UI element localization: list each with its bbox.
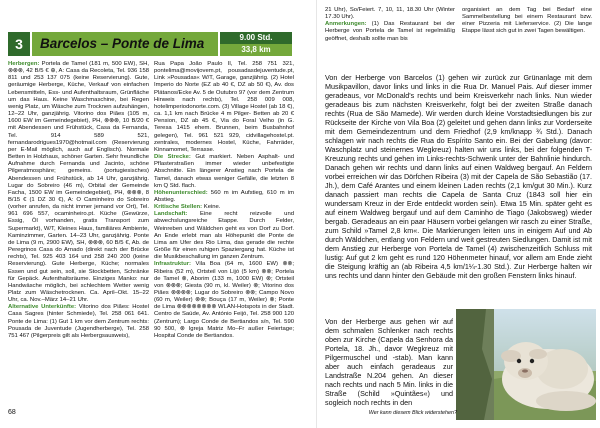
info-label: Anmerkungen: [325, 21, 367, 28]
info-column-right-b [462, 7, 592, 36]
info-label: Infrastruktur: [154, 261, 191, 268]
info-text: Keine. [202, 204, 221, 211]
info-text: Portela de Tamel (181 m, 500 EW), SH, ⊗⊗⊗, 42 B/5 € ⊕, A: Casa da Recoleta, Tel. 936 158 811 und 253 137 075 (keine Reservierung). Gute, geräumige Herberge, Küche, Verkauf von einfachen Lebensmitteln, Ess- und Aufenthaltsraum, Grünfläche um das Haus. Keine Waschmaschine, bei Regen wenig Platz, um Wäsche zum Trocknen aufzuhängen, 12–22 Uhr, ganzjährig. Vitorino dos Piães (105 m, 1600 EW im Gemeindegebiet), PH, ⊗⊗⊗, 10 B/20 € mit Abendessen und Frühstück, Casa da Fernanda, Tel. 914 589 521, fernandarodrigues1970@hotmail.com (Reservierung per E-Mail möglich, auch auf Englisch). Normale Betten in Holzhaus, schöner Garten. Sehr freundliche Aufnahme durch Fernanda und Jacinto, schöne Pilgeratmosphäre; gemeins. (portugiesisches) Abendessen und Frühstück, ab 14 Uhr, ganzjährig. Lugar do Sobreiro (46 m), Orbital der Gemeinde Facha, 1500 EW im Gemeindegebiet), PH, ⊗⊗⊗, 8 B/15 € (1 DZ 30 €), A: O Caminheiro do Sobreiro (vorher anrufen, da nicht immer jemand vor Ort), Tel. 961 696 557, ocaminheiro.pt. Küche (Gewürze, Essig, Öl vorhanden, gratis Transport zum Supermarkt), W/T, Kleines Haus, familiäres Ambiente, Kaminzimmer, Garten. 14–23 Uhr, ganzjährig. Ponte de Lima (9 m, 2900 EW), SH, ⊗⊗⊗, 60 B/5 €, Ab. de Peregrinos Casa do Arnado (direkt nach der Brücke rechts), Tel. 925 403 164 und 258 240 200 (keine Reservierung). Gute Herberge, Küche; normales Essen und gut sein, soll, sie Stockbetten, Schränke für Gepäck. Aufenthaltsräume. Einziges Manko: nur Handwäsche möglich, bei schlechtem Wetter wenig Platz zum Wäschetrocknen. Ca. April–Okt. 15–22 Uhr, ca. Nov.–März 14–21 Uhr. [8, 61, 149, 304]
page-gutter [316, 0, 317, 428]
info-column-middle [154, 61, 294, 340]
info-text: Gut markiert. Neben Asphalt- und Pflasterstraßen immer wieder unbefestigte Abschnitte. Ein längerer Anstieg nach Portela de Tamel, danach etwas weniger Gefälle, die letzten 8 km Q Std. flach. [154, 154, 294, 189]
info-label: Herbergen: [8, 61, 40, 67]
info-label: Höhenunterschied: [154, 189, 208, 196]
stage-title: Barcelos – Ponte de Lima [40, 36, 205, 51]
stage-header [8, 32, 292, 56]
info-text: Eine recht reizvolle und abwechslungsreiche Etappe. Durch Felder, Weinreben und Wäldchen geht es von Dorf zu Dorf. An Ende erlebt man als Höhepunkt die Ponte de Lima am Ufer des Rio Lima, das gerade die rechte Größe für einen ruhigen Spaziergang hat. Küche ist die Musikbeschallung im ganzen Zentrum. [154, 211, 294, 261]
info-paragraph [154, 261, 294, 340]
info-label: Die Strecke: [154, 154, 191, 161]
info-label: Landschaft: [154, 211, 188, 218]
info-paragraph [154, 211, 294, 261]
sheep-photo [456, 309, 596, 420]
info-column-left [8, 61, 149, 340]
route-description [325, 73, 592, 280]
stage-distance: 33,8 km [220, 44, 292, 56]
info-paragraph [325, 21, 455, 42]
info-paragraph [8, 61, 149, 304]
route-description-wrap [325, 317, 453, 407]
info-paragraph [154, 190, 294, 204]
info-paragraph [154, 154, 294, 190]
info-paragraph [8, 304, 149, 340]
info-label: Alternative Unterkünfte: [8, 304, 77, 311]
route-text: Von der Herberge von Barcelos (1) gehen wir zurück zur Grünanlage mit dem Musikpavillon, davor links und links in die Rua Dr. Manuel Pais. Auf dieser immer geradeaus, vor McDonald's rechts und beim Kreisverkehr nach links. Nun wieder geradeaus bis zum nächsten Kreisverkehr, folgt bei der zweiten Straße danach rechts (Rua de São Mamede). Wir werden durch kleine Vorstadtsiedlungen bis zur Rückseite der Kirche von Vila Boa (2) geleitet und gehen dann links zur Vorderseite mit dem Gemeindezentrum und dem Friedhof (2,9 km/knapp ¾ Std.). Danach schlagen wir nach rechts die Rua do Espírito Santo ein. Bei der Gabelung (davor: Waschplatz und steinernes Wegkreuz) halten wir uns links, bei der folgenden T-Kreuzung rechts und gehen im Links-rechts-Schwenk unter der Bahnlinie hindurch. Danach gehen wir rechts und dann links auf einen Waldweg bergauf. An Feldern vorbei erreichen wir das Dörfchen Ribeira (3) mit der Capela de São Sebastião (17. Jh.), dem Café Arantes und einem kleinen Laden rechts (2,1 km/gut 30 Min.). Kurz danach passiert man rechts die Capela de Santa Cruz (1843 soll hier ein wundersam Kreuz in der Erde entdeckt worden sein). Etwa 15 Min. später geht es auf einem Waldweg bergauf und auf dem Caminho de Tiago (Jakobsweg) wieder bergab. Geradeaus an ein paar Häusern vorbei gelangen wir rasch zu einer Straße, zum Schild »Tamel 2,8 km«. Die Markierungen leiten uns in einigem Auf und Ab durch Wäldchen, entlang von Feldern und weit gestreuten Siedlungen. Damit ist mit dem Anstieg zur Herberge von Portela de Tamel (4) zwischenzeitlich Schluss mit lustig: Auf gut 2 km geht es rund 120 Höhenmeter hinauf, vor allem am Ende zieht die Steigung kräftig an (ab Ribeira 4,5 km/1¼-1.30 Std.). Zur Herberge halten wir uns rechts und dann hinter den Gebäude mit den großen Fenstern links hinauf. [325, 73, 592, 281]
info-paragraph [154, 61, 294, 154]
stage-number: 3 [8, 32, 30, 56]
info-text: 560 m im Aufstieg, 610 m im Abstieg. [154, 189, 294, 203]
sheep-illustration [456, 309, 596, 420]
info-text: Vitorino dos Piães: Hostel Casa Sagres (hinter Schmiede), Tel. 258 061 641. Ponte de Lima: (1) Gut 1 km vor dem Zentrum rechts: Pousada de Juventude (Jugendherberge), Tel. 258 751 467 (Pilgerpreis gilt als Herbergsausweis), [8, 304, 149, 339]
info-text: Rua Papa João Paulo II, Tel. 258 751 321, pontelima@movijovem.pt, pousadasdejuventude.pt, Link »Pousadas« W/T, Garage, ganzjährig. (2) Hotel Imperio do Norte (EZ ab 40 €, DZ ab 50 €), Av. dos Plátanos/Ecke Av. 5 de Outubro 97 (vor dem Zentrum Hinweis nach rechts), Tel. 258 009 008, hotelimperiodonorte.com. (3) Village Hostel (ab 18 €), ca. 1,1 km nach Brücke 4 m Pilger- Betten ab 20 € Pension, DZ ab 45 €, Via do Foral Velho (in G. Teresa 1415 ehem. Brunnen, beim Busbahnhof gelegen), Tel. 961 521 929, cidvillagehostel.pt. zentrales, modernes Hostel, Küche, Fahrräder, Kinnamomet, Terrasse. [154, 61, 294, 153]
stage-duration: 9.00 Std. [220, 32, 292, 44]
route-text-continued: Von der Herberge aus gehen wir auf dem schmalen Schlenker nach rechts oben zur Kirche (Capela da Senhora da Portela, 18. Jh., davor Wegkreuz mit Pilgermuschel und -stab). Man kann aber auch einfach geradeaus zur Landstraße N.204 gehen. An dieser nach rechts und nach 5 Min. links in die Straße (Schild »Quintães«) und sogleich noch rechts in den [325, 317, 453, 408]
info-text: Vila Boa (64 m, 1600 EW) ⊗⊗; Ribeira (52 m), Ortsteil von Lijó (5 km) ⊗⊗; Portela de Tamel ⊗, Aborim (133 m, 1000 EW) ⊗; Ortsteil von ⊗⊗⊗; Giesta (90 m, kl. Weiler) ⊗; Vitorino dos Piães ⊗⊗⊗⊗; Lugar do Sobreiro ⊗⊗; Campo Novo (60 m, Weiler) ⊗⊗; Bouça (17 m, Weiler) ⊗; Ponte de Lima ⊗⊗⊗⊗⊗⊗⊗⊗ WLAN-Hotspots in der Stadt. Centro de Saúde, Av. António Feijó, Tel. 258 900 120 (Zentrum); Largo Conde de Bertiandos s/n, Tel. 590 90 500, ⊗ Igreja Matriz Mo–Fr außer Feiertage; Hospital Conde de Bertiandos. [154, 261, 294, 339]
page-number: 68 [8, 409, 16, 416]
info-text: 21 Uhr), So/Feiert. 7, 10, 11, 18.30 Uhr (Winter 17.30 Uhr). [325, 7, 455, 21]
info-column-right-a [325, 7, 455, 43]
photo-caption: Wer kann diesem Blick widerstehen? [368, 410, 457, 416]
info-paragraph [325, 7, 455, 21]
info-paragraph [154, 204, 294, 211]
info-text: (1) Das Restaurant bei der Herberge von Portela de Tamel ist regelmäßig geöffnet, deshalb sollte man bis [325, 21, 455, 42]
notes-continuation: organisiert an dem Tag bei Bedarf eine Sammelbestellung bei einem Restaurant bzw. einer Pizzeria mit Lieferservice. (2) Die lange Etappe lässt sich gut in zwei Tagen bewältigen. [462, 7, 592, 35]
info-label: Kritische Stellen: [154, 204, 203, 211]
